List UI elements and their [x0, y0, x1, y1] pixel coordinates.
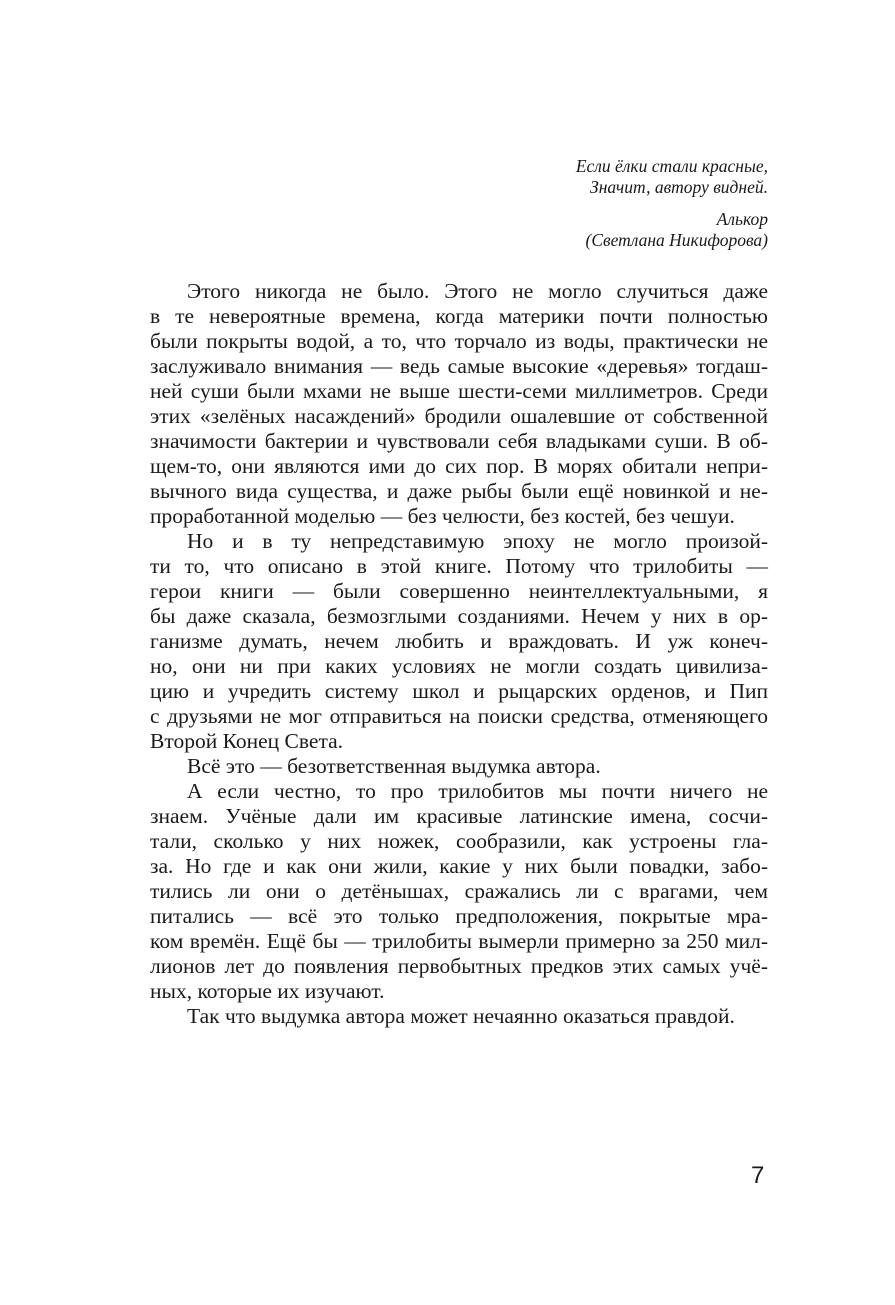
text-line: Всё это — безответственная выдумка автора.: [187, 754, 601, 778]
text-line: бы даже сказала, безмозглыми созданиями. Нечем у них в ор-: [150, 604, 768, 628]
epigraph-line: Если ёлки стали красные,: [575, 156, 768, 176]
text-line: тились ли они о детёнышах, сражались ли с врагами, чем: [150, 879, 768, 903]
paragraph: [150, 529, 768, 754]
text-line: ней суши были мхами не выше шести-семи миллиметров. Среди: [150, 379, 768, 403]
text-line: ти то, что описано в этой книге. Потому что трилобиты —: [150, 554, 768, 578]
text-line: А если честно, то про трилобитов мы почти ничего не: [187, 779, 768, 803]
attribution-line: Алькор: [716, 209, 768, 229]
text-line: Но и в ту непредставимую эпоху не могло произой-: [187, 529, 768, 553]
text-line: питались — всё это только предположения, покрытые мра-: [150, 904, 768, 928]
text-line: за. Но где и как они жили, какие у них были повадки, забо-: [150, 854, 768, 878]
text-line: заслуживало внимания — ведь самые высокие «деревья» тогдаш-: [150, 354, 768, 378]
attribution-line: (Светлана Никифорова): [585, 230, 768, 250]
text-line: Второй Конец Света.: [150, 729, 344, 753]
text-line: но, они ни при каких условиях не могли создать цивилиза-: [150, 654, 768, 678]
text-line: герои книги — были совершенно неинтеллектуальными, я: [150, 579, 768, 603]
text-line: Так что выдумка автора может нечаянно оказаться правдой.: [187, 1004, 735, 1028]
epigraph-line: Значит, автору видней.: [590, 177, 768, 197]
paragraph: [150, 279, 768, 529]
text-line: цию и учредить систему школ и рыцарских орденов, и Пип: [150, 679, 768, 703]
epigraph-attribution: [576, 209, 768, 251]
text-line: были покрыты водой, а то, что торчало из воды, практически не: [150, 329, 768, 353]
body-text: [150, 279, 768, 1029]
text-line: щем-то, они являются ими до сих пор. В морях обитали непри-: [150, 454, 768, 478]
paragraph: [150, 1004, 768, 1029]
text-line: ганизме думать, нечем любить и враждовать. И уж конеч-: [150, 629, 768, 653]
text-line: знаем. Учёные дали им красивые латинские имена, сосчи-: [150, 804, 768, 828]
text-line: тали, сколько у них ножек, сообразили, как устроены гла-: [150, 829, 768, 853]
text-line: вычного вида существа, и даже рыбы были ещё новинкой и не-: [150, 479, 768, 503]
text-line: ных, которые их изучают.: [150, 979, 385, 1003]
text-line: значимости бактерии и чувствовали себя владыками суши. В об-: [150, 429, 768, 453]
text-line: Этого никогда не было. Этого не могло случиться даже: [187, 279, 768, 303]
paragraph: [150, 754, 768, 779]
text-line: ком времён. Ещё бы — трилобиты вымерли примерно за 250 мил-: [150, 929, 768, 953]
epigraph: [576, 156, 768, 251]
page-number: 7: [751, 1162, 765, 1189]
text-line: лионов лет до появления первобытных предков этих самых учё-: [150, 954, 768, 978]
text-line: проработанной моделью — без челюсти, без костей, без чешуи.: [150, 504, 735, 528]
text-line: с друзьями не мог отправиться на поиски средства, отменяющего: [150, 704, 768, 728]
epigraph-verse: [576, 156, 768, 198]
text-line: в те невероятные времена, когда материки почти полностью: [150, 304, 768, 328]
paragraph: [150, 779, 768, 1004]
text-line: этих «зелёных насаждений» бродили ошалевшие от собственной: [150, 404, 768, 428]
